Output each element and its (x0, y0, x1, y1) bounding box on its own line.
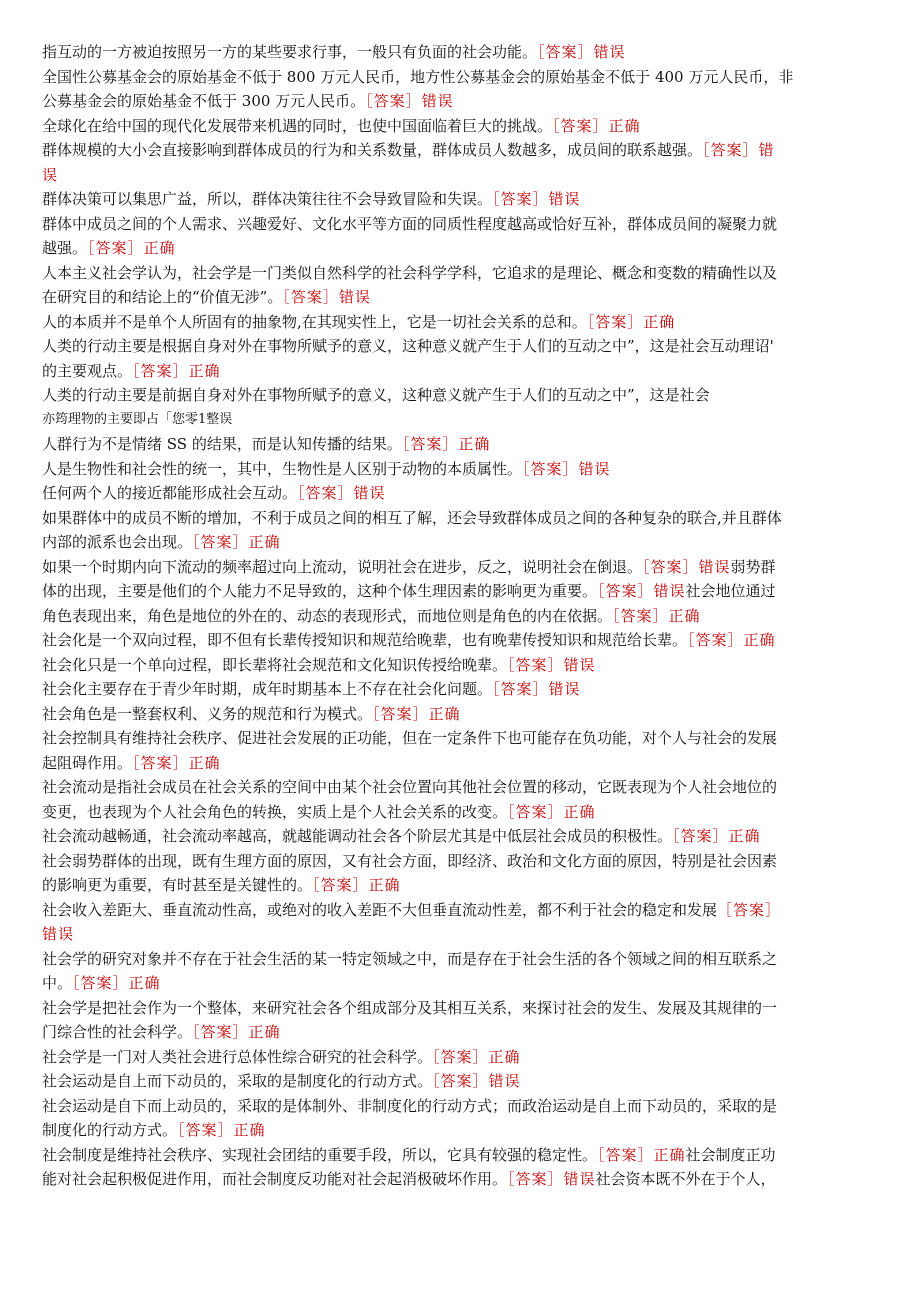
text-line: 指互动的一方被迫按照另一方的某些要求行事，一般只有负面的社会功能。［答案］错误 (42, 43, 626, 61)
text-line: 人类的行动主要是根据自身对外在事物所赋予的意义，这种意义就产生于人们的互动之中”，这是社会互动理诏' (42, 337, 774, 355)
answer-tag-correct: ［答案］正确 (401, 435, 491, 453)
garbled-text-line: 亦筠理物的主要即占「您零1整误 (42, 411, 233, 427)
answer-tag-correct: ［答案］正确 (552, 116, 641, 135)
text-line: 群体决策可以集思广益，所以，群体决策往往不会导致冒险和失误。［答案］错误 (42, 190, 581, 208)
answer-tag-wrong: ［答案］错误 (597, 582, 686, 600)
answer-tag-correct: ［答案］正确 (597, 1145, 686, 1164)
text-line: 群体规模的大小会直接影响到群体成员的行为和关系数量，群体成员人数越多，成员间的联系越强。［答案］错 (42, 141, 775, 159)
answer-tag-correct: ［答案］正确 (192, 1023, 281, 1041)
text-line (42, 163, 878, 188)
text-line: 起阻碍作用。［答案］正确 (42, 753, 221, 772)
text-line: 越强。［答案］正确 (42, 239, 176, 257)
answer-tag-wrong: ［答案］错误 (642, 557, 731, 576)
text-line: 如果一个时期内向下流动的频率超过向上流动，说明社会在进步，反之，说明社会在倒退。［答案］错误弱势群 (42, 557, 776, 576)
text-line: 人是生物性和社会性的统一，其中，生物性是人区别于动物的本质属性。［答案］错误 (42, 459, 611, 478)
text-line: 人本主义社会学认为，社会学是一门类似自然科学的社会科学学科，它追求的是理论、概念和变数的精确性以及 (42, 263, 778, 282)
text-line: 社会收入差距大、垂直流动性高，或绝对的收入差距不大但垂直流动性差，都不利于社会的稳定和发展［答案］ (42, 900, 782, 919)
text-line: 社会化主要存在于青少年时期，成年时期基本上不存在社会化问题。［答案］错误 (42, 680, 581, 698)
text-line: 角色表现出来，角色是地位的外在的、动态的表现形式，而地位则是角色的内在依据。［答案］正确 (42, 606, 701, 625)
answer-tag-wrong: ［答案］错误 (492, 680, 581, 698)
text-line: 社会流动越畅通，社会流动率越高，就越能调动社会各个阶层尤其是中低层社会成员的积极性。［答案］正确 (42, 827, 761, 845)
text-line: 社会运动是自上而下动员的，采取的是制度化的行动方式。［答案］错误 (42, 1072, 521, 1090)
text-line: 全球化在给中国的现代化发展带来机遇的同时，也使中国面临着巨大的挑战。［答案］正确 (42, 116, 641, 135)
answer-tag-correct: ［答案］正确 (177, 1121, 266, 1139)
answer-tag-correct: ［答案］正确 (132, 361, 221, 380)
answer-tag-wrong: ［答案］ (717, 900, 782, 919)
text-line: 中。［答案］正确 (42, 974, 161, 992)
text-line: 人的本质并不是单个人所固有的抽象物,在其现实性上，它是一切社会关系的总和。［答案］正确 (42, 312, 676, 331)
answer-tag-wrong: 错误 (42, 925, 75, 943)
text-line: 社会运动是自下而上动员的，采取的是体制外、非制度化的行动方式；而政治运动是自上而下动员的，采取的是 (42, 1096, 778, 1115)
text-line: 群体中成员之间的个人需求、兴趣爱好、文化水平等方面的同质性程度越高或恰好互补，群体成员间的凝聚力就 (42, 214, 778, 233)
text-line: 的影响更为重要，有时甚至是关键性的。［答案］正确 (42, 876, 401, 894)
text-line: 社会化只是一个单向过程，即长辈将社会规范和文化知识传授给晚辈。［答案］错误 (42, 655, 596, 674)
answer-tag-wrong: ［答案］错 (702, 141, 775, 159)
answer-tag-correct: ［答案］正确 (312, 876, 401, 894)
text-line: 社会学是把社会作为一个整体，来研究社会各个组成部分及其相互关系，来探讨社会的发生、发展及其规律的一 (42, 998, 778, 1017)
answer-tag-correct: ［答案］正确 (372, 704, 461, 723)
text-line: 在研究目的和结论上的“价值无涉”。［答案］错误 (42, 288, 371, 306)
answer-tag-wrong: ［答案］错误 (365, 92, 454, 110)
answer-tag-wrong: ［答案］错误 (507, 655, 596, 674)
answer-tag-wrong: 误 (42, 165, 59, 184)
text-line: 人类的行动主要是前据自身对外在事物所赋予的意义，这种意义就产生于人们的互动之中”，这是社会 (42, 386, 710, 404)
answer-tag-wrong: ［答案］错误 (537, 43, 626, 61)
text-line: 社会化是一个双向过程，即不但有长辈传授知识和规范给晚辈，也有晚辈传授知识和规范给长辈。［答案］正确 (42, 631, 776, 649)
answer-tag-correct: ［答案］正确 (586, 312, 676, 331)
answer-tag-wrong: ［答案］错误 (282, 288, 371, 306)
answer-tag-wrong: ［答案］错误 (522, 459, 611, 478)
answer-tag-correct: ［答案］正确 (132, 753, 221, 772)
text-line: 社会角色是一整套权利、义务的规范和行为模式。［答案］正确 (42, 704, 461, 723)
text-line: 社会学的研究对象并不存在于社会生活的某一特定领域之中，而是存在于社会生活的各个领域之间的相互联系之 (42, 949, 778, 968)
answer-tag-correct: ［答案］正确 (87, 239, 176, 257)
answer-tag-correct: ［答案］正确 (672, 827, 761, 845)
text-line: 社会学是一门对人类社会进行总体性综合研究的社会科学。［答案］正确 (42, 1047, 521, 1066)
text-line: 社会弱势群体的出现，既有生理方面的原因，又有社会方面，即经济、政治和文化方面的原因，特别是社会因素 (42, 851, 778, 870)
answer-tag-correct: ［答案］正确 (72, 974, 161, 992)
text-line (42, 922, 878, 947)
answer-tag-correct: ［答案］正确 (612, 606, 701, 625)
text-line: 体的出现，主要是他们的个人能力不足导致的，这种个体生理因素的影响更为重要。［答案］错误社会地位通过 (42, 582, 776, 600)
text-line: 的主要观点。［答案］正确 (42, 361, 221, 380)
text-line: 门综合性的社会科学。［答案］正确 (42, 1023, 281, 1041)
answer-tag-correct: ［答案］正确 (432, 1047, 521, 1066)
text-line: 社会流动是指社会成员在社会关系的空间中由某个社会位置向其他社会位置的移动，它既表现为个人社会地位的 (42, 778, 778, 796)
text-line: 变更，也表现为个人社会角色的转换，实质上是个人社会关系的改变。［答案］正确 (42, 802, 596, 821)
text-line: 社会控制具有维持社会秩序、促进社会发展的正功能，但在一定条件下也可能存在负功能，对个人与社会的发展 (42, 729, 778, 747)
text-line: 如果群体中的成员不断的增加，不利于成员之间的相互了解，还会导致群体成员之间的各种复杂的联合,并且群体 (42, 508, 782, 527)
text-line: 任何两个人的接近都能形成社会互动。［答案］错误 (42, 484, 386, 502)
text-line: 公募基金会的原始基金不低于 300 万元人民币。［答案］错误 (42, 92, 454, 110)
text-line: 全国性公募基金会的原始基金不低于 800 万元人民币，地方性公募基金会的原始基金不低于 400 万元人民币，非 (42, 67, 794, 86)
text-line: 能对社会起积极促进作用，而社会制度反功能对社会起消极破坏作用。［答案］错误社会资本既不外在于个人， (42, 1170, 776, 1188)
text-line: 人群行为不是情绪 SS 的结果，而是认知传播的结果。［答案］正确 (42, 435, 491, 453)
text-line: 内部的派系也会出现。［答案］正确 (42, 533, 281, 551)
answer-tag-correct: ［答案］正确 (192, 533, 281, 551)
text-line: 制度化的行动方式。［答案］正确 (42, 1121, 266, 1139)
answer-tag-correct: ［答案］正确 (507, 802, 596, 821)
answer-tag-wrong: ［答案］错误 (432, 1072, 521, 1090)
text-line: 社会制度是维持社会秩序、实现社会团结的重要手段，所以，它具有较强的稳定性。［答案］正确社会制度正功 (42, 1145, 776, 1164)
answer-tag-wrong: ［答案］错误 (492, 190, 581, 208)
answer-tag-wrong: ［答案］错误 (507, 1170, 596, 1188)
answer-tag-wrong: ［答案］错误 (297, 484, 386, 502)
answer-tag-correct: ［答案］正确 (687, 631, 776, 649)
